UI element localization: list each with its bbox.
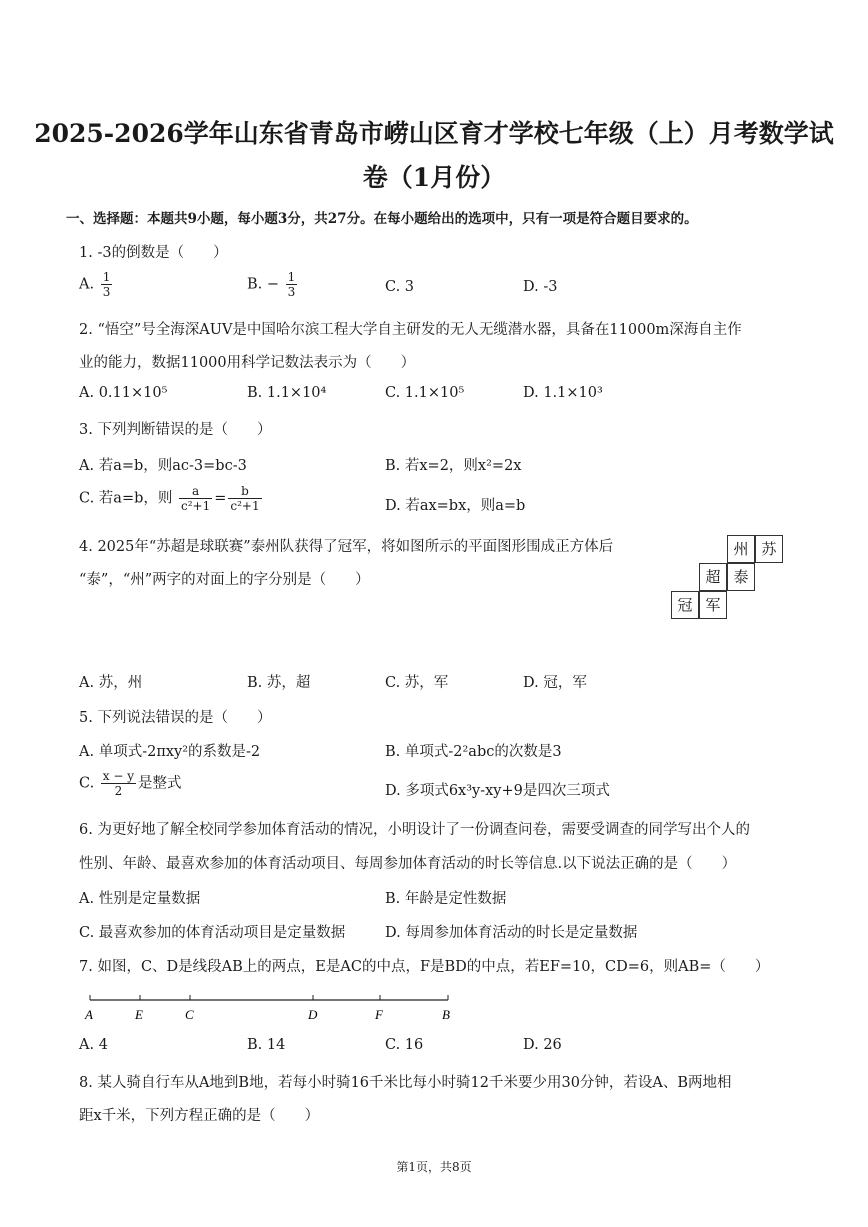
q4-option-d: D. 冠，军 bbox=[523, 675, 587, 691]
q6-option-b: B. 年龄是定性数据 bbox=[385, 891, 507, 907]
q1-b-numerator: 1 bbox=[287, 270, 296, 284]
q1-option-b-label: B. − bbox=[247, 276, 280, 293]
q5-option-c-text: 是整式 bbox=[138, 775, 182, 792]
q2-option-c: C. 1.1×10⁵ bbox=[385, 385, 465, 401]
q4-stem-line1: 4. 2025年“苏超是球联赛”泰州队获得了冠军，将如图所示的平面图形围成正方体后 bbox=[79, 539, 614, 555]
q6-option-c: C. 最喜欢参加的体育活动项目是定量数据 bbox=[79, 925, 346, 941]
q7-option-a: A. 4 bbox=[79, 1037, 108, 1053]
q2-option-b: B. 1.1×10⁴ bbox=[247, 385, 327, 401]
point-label-a: A bbox=[85, 1007, 93, 1022]
q5-option-b: B. 单项式-2²abc的次数是3 bbox=[385, 744, 562, 760]
section-heading: 一、选择题：本题共9小题，每小题3分，共27分。在每小题给出的选项中，只有一项是符合题目要求的。 bbox=[66, 211, 698, 227]
q1-option-b-fraction bbox=[286, 270, 298, 299]
segment-figure bbox=[80, 990, 460, 1024]
q3-option-a: A. 若a=b，则ac-3=bc-3 bbox=[79, 458, 247, 474]
q2-option-a: A. 0.11×10⁵ bbox=[79, 385, 168, 401]
page-footer: 第1页，共8页 bbox=[396, 1160, 472, 1174]
net-cell-guan: 冠 bbox=[671, 591, 699, 619]
q4-option-a: A. 苏，州 bbox=[79, 675, 143, 691]
q3-option-d: D. 若ax=bx，则a=b bbox=[385, 498, 526, 514]
q3-option-c bbox=[79, 484, 264, 513]
q3-option-c-text: C. 若a=b，则 bbox=[79, 490, 173, 507]
q6-stem-line1: 6. 为更好地了解全校同学参加体育活动的情况，小明设计了一份调查问卷，需要受调查的同学写出个人的 bbox=[79, 822, 750, 838]
point-label-d: D bbox=[308, 1007, 318, 1022]
q3-c-numerator-right: b bbox=[228, 484, 261, 499]
q1-a-numerator: 1 bbox=[102, 270, 111, 284]
q6-option-d: D. 每周参加体育活动的时长是定量数据 bbox=[385, 925, 638, 941]
q7-option-d: D. 26 bbox=[523, 1037, 562, 1053]
q6-stem-line2: 性别、年龄、最喜欢参加的体育活动项目、每周参加体育活动的时长等信息.以下说法正确的是（ ） bbox=[79, 856, 737, 872]
q5-c-denominator: 2 bbox=[114, 784, 123, 798]
q1-option-a bbox=[79, 270, 114, 299]
q8-stem-line1: 8. 某人骑自行车从A地到B地，若每小时骑16千米比每小时骑12千米要少用30分钟，若设A、B两地相 bbox=[79, 1075, 732, 1091]
q1-option-a-label: A. bbox=[79, 276, 95, 293]
q5-option-c-fraction bbox=[101, 769, 136, 798]
q5-stem: 5. 下列说法错误的是（ ） bbox=[79, 710, 272, 726]
net-cell-su: 苏 bbox=[755, 535, 783, 563]
q7-option-c: C. 16 bbox=[385, 1037, 424, 1053]
q7-option-b: B. 14 bbox=[247, 1037, 286, 1053]
segment-ticks bbox=[90, 995, 448, 1000]
q5-option-d: D. 多项式6x³y-xy+9是四次三项式 bbox=[385, 783, 610, 799]
q1-option-d: D. -3 bbox=[523, 279, 558, 295]
q1-option-a-fraction bbox=[101, 270, 113, 299]
exam-title-line1: 2025-2026学年山东省青岛市崂山区育才学校七年级（上）月考数学试 bbox=[34, 119, 834, 148]
q4-option-c: C. 苏，军 bbox=[385, 675, 449, 691]
net-cell-tai: 泰 bbox=[727, 563, 755, 591]
q1-a-denominator: 3 bbox=[102, 285, 111, 299]
q3-stem: 3. 下列判断错误的是（ ） bbox=[79, 422, 272, 438]
q6-option-a: A. 性别是定量数据 bbox=[79, 891, 201, 907]
q4-option-b: B. 苏，超 bbox=[247, 675, 311, 691]
point-label-c: C bbox=[185, 1007, 194, 1022]
point-label-e: E bbox=[135, 1007, 143, 1022]
q3-option-b: B. 若x=2，则x²=2x bbox=[385, 458, 522, 474]
q4-stem-line2: “泰”，“州”两字的对面上的字分别是（ ） bbox=[79, 572, 370, 588]
q3-c-denominator-right: c²+1 bbox=[230, 499, 260, 513]
q1-b-denominator: 3 bbox=[287, 285, 296, 299]
q5-option-c bbox=[79, 769, 182, 798]
exam-title-line2: 卷（1月份） bbox=[362, 163, 506, 192]
q3-c-numerator-left: a bbox=[179, 484, 212, 499]
q5-c-numerator: x − y bbox=[102, 769, 135, 783]
q1-option-c: C. 3 bbox=[385, 279, 415, 295]
point-label-b: B bbox=[442, 1007, 450, 1022]
net-cell-zhou: 州 bbox=[727, 535, 755, 563]
net-cell-jun: 军 bbox=[699, 591, 727, 619]
q8-stem-line2: 距x千米，下列方程正确的是（ ） bbox=[79, 1108, 320, 1124]
q3-option-c-fraction-right bbox=[228, 484, 261, 513]
q3-c-equals: = bbox=[214, 490, 227, 507]
net-cell-chao: 超 bbox=[699, 563, 727, 591]
q3-option-c-fraction-left bbox=[179, 484, 212, 513]
q2-option-d: D. 1.1×10³ bbox=[523, 385, 603, 401]
q5-option-c-label: C. bbox=[79, 775, 95, 792]
q5-option-a: A. 单项式-2πxy²的系数是-2 bbox=[79, 744, 261, 760]
point-label-f: F bbox=[375, 1007, 383, 1022]
q1-stem: 1. -3的倒数是（ ） bbox=[79, 245, 228, 261]
q2-stem-line1: 2. “悟空”号全海深AUV是中国哈尔滨工程大学自主研发的无人无缆潜水器，具备在11000m深海自主作 bbox=[79, 322, 742, 338]
q3-c-denominator-left: c²+1 bbox=[180, 499, 211, 513]
q1-option-b bbox=[247, 270, 299, 299]
q2-stem-line2: 业的能力，数据11000用科学记数法表示为（ ） bbox=[79, 355, 416, 371]
q7-stem: 7. 如图，C、D是线段AB上的两点，E是AC的中点，F是BD的中点，若EF=10，CD=6，则AB=（ ） bbox=[79, 959, 770, 975]
